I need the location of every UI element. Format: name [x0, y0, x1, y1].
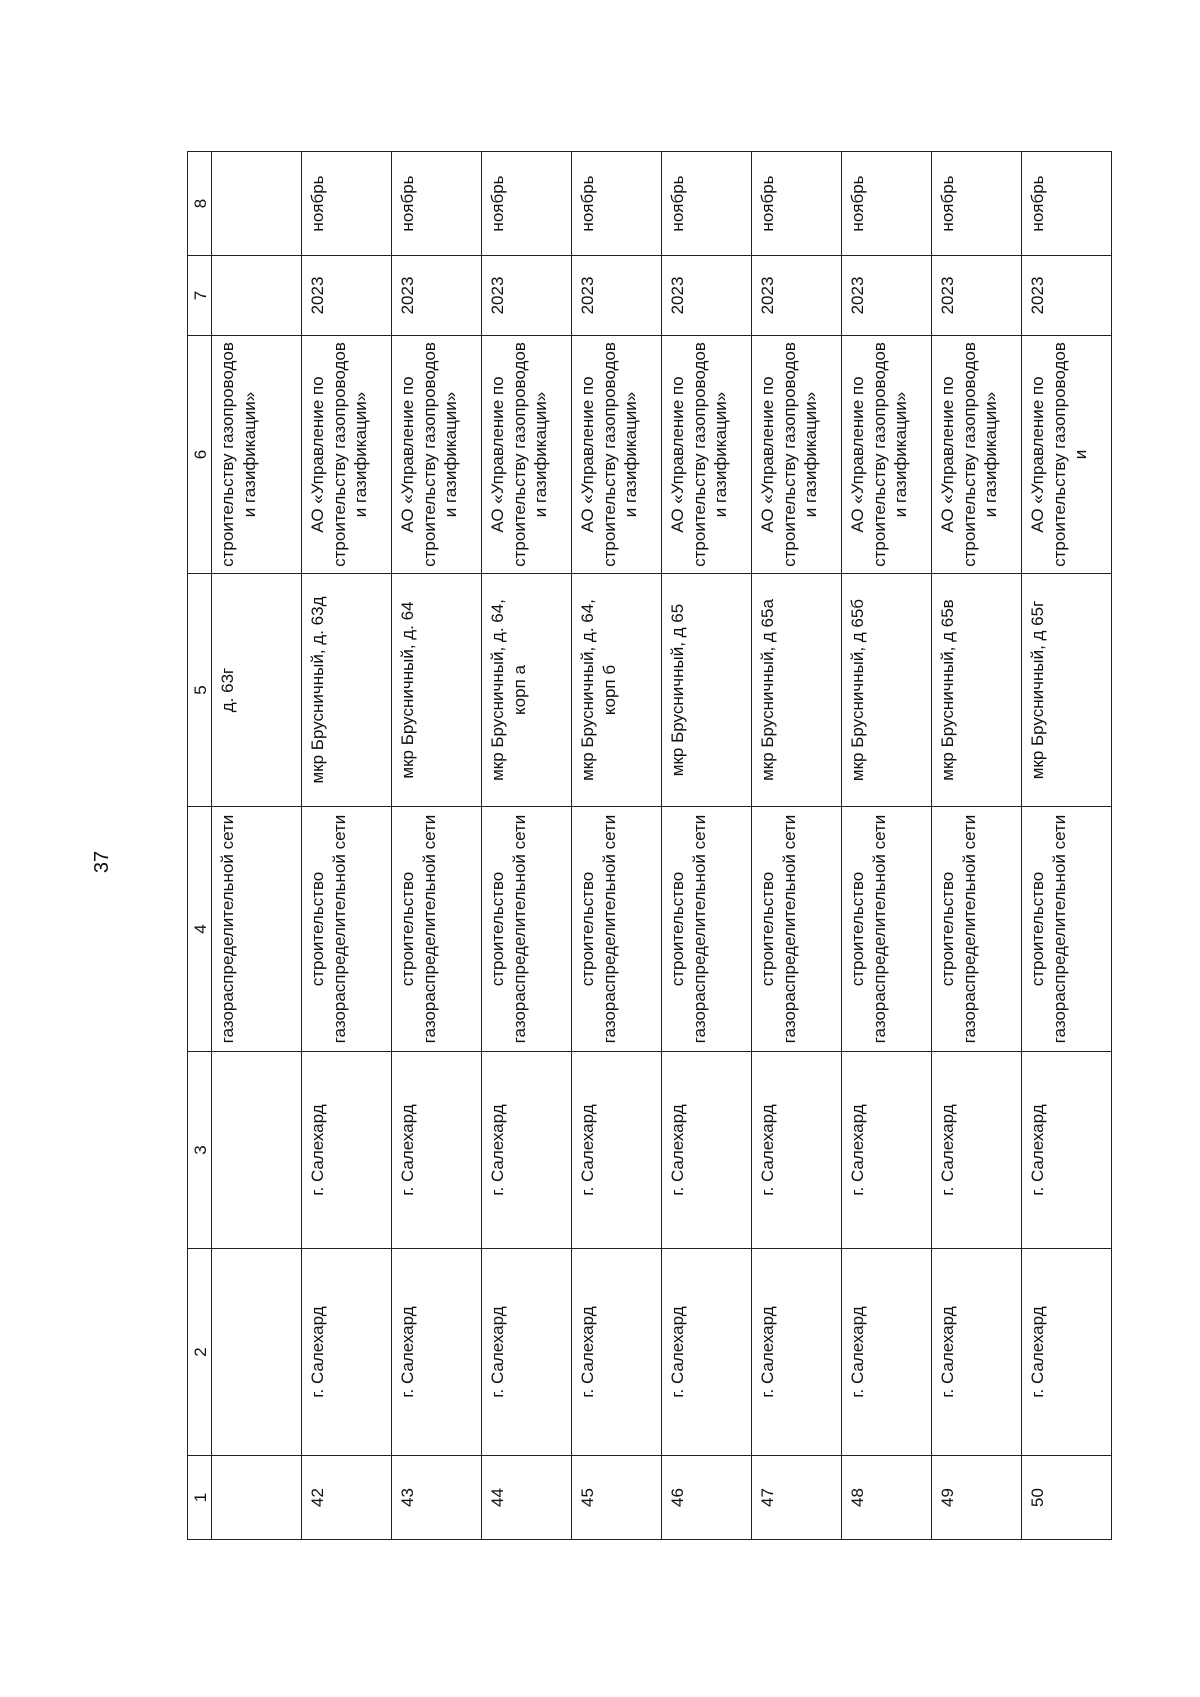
table-row	[1022, 152, 1112, 1540]
address-cell: мкр Брусничный, д. 64, корп б	[572, 574, 662, 807]
organization-cell: АО «Управление по строительству газопроводов и газификации»	[842, 336, 932, 574]
col-header: 6	[188, 336, 212, 574]
organization-cell: АО «Управление по строительству газопроводов и газификации»	[932, 336, 1022, 574]
settlement-cell: г. Салехард	[842, 1052, 932, 1249]
row-number-cell: 49	[932, 1456, 1022, 1540]
row-number-cell: 43	[392, 1456, 482, 1540]
table-row	[212, 152, 302, 1540]
col-header: 4	[188, 807, 212, 1052]
municipality-cell: г. Салехард	[572, 1249, 662, 1456]
object-table	[187, 151, 1112, 1540]
row-number-cell: 50	[1022, 1456, 1112, 1540]
organization-cell: АО «Управление по строительству газопроводов и газификации»	[392, 336, 482, 574]
page-number: 37	[91, 850, 113, 874]
settlement-cell: г. Салехард	[302, 1052, 392, 1249]
table-row	[932, 152, 1022, 1540]
month-cell: ноябрь	[1022, 152, 1112, 256]
year-cell: 2023	[752, 256, 842, 336]
table-row	[302, 152, 392, 1540]
work-type-cell: строительство газораспределительной сети	[752, 807, 842, 1052]
year-cell: 2023	[482, 256, 572, 336]
settlement-cell: г. Салехард	[482, 1052, 572, 1249]
year-cell: 2023	[842, 256, 932, 336]
table-row	[482, 152, 572, 1540]
year-cell: 2023	[932, 256, 1022, 336]
organization-cell: АО «Управление по строительству газопроводов и газификации»	[482, 336, 572, 574]
organization-cell: АО «Управление по строительству газопроводов и	[1022, 336, 1112, 574]
address-cell: д. 63г	[212, 574, 302, 807]
row-number-cell: 47	[752, 1456, 842, 1540]
settlement-cell: г. Салехард	[392, 1052, 482, 1249]
work-type-cell: строительство газораспределительной сети	[842, 807, 932, 1052]
municipality-cell: г. Салехард	[392, 1249, 482, 1456]
row-number-cell: 48	[842, 1456, 932, 1540]
municipality-cell: г. Салехард	[1022, 1249, 1112, 1456]
month-cell: ноябрь	[482, 152, 572, 256]
column-number-row	[188, 152, 212, 1540]
municipality-cell: г. Салехард	[482, 1249, 572, 1456]
month-cell: ноябрь	[392, 152, 482, 256]
month-cell	[212, 152, 302, 256]
year-cell: 2023	[392, 256, 482, 336]
municipality-cell: г. Салехард	[932, 1249, 1022, 1456]
address-cell: мкр Брусничный, д 65б	[842, 574, 932, 807]
municipality-cell: г. Салехард	[752, 1249, 842, 1456]
row-number-cell: 45	[572, 1456, 662, 1540]
work-type-cell: газораспределительной сети	[212, 807, 302, 1052]
settlement-cell: г. Салехард	[752, 1052, 842, 1249]
organization-cell: АО «Управление по строительству газопроводов и газификации»	[572, 336, 662, 574]
year-cell: 2023	[572, 256, 662, 336]
municipality-cell: г. Салехард	[662, 1249, 752, 1456]
municipality-cell: г. Салехард	[302, 1249, 392, 1456]
settlement-cell	[212, 1052, 302, 1249]
address-cell: мкр Брусничный, д. 64, корп а	[482, 574, 572, 807]
settlement-cell: г. Салехард	[1022, 1052, 1112, 1249]
address-cell: мкр Брусничный, д 65а	[752, 574, 842, 807]
organization-cell: АО «Управление по строительству газопроводов и газификации»	[752, 336, 842, 574]
month-cell: ноябрь	[302, 152, 392, 256]
work-type-cell: строительство газораспределительной сети	[662, 807, 752, 1052]
work-type-cell: строительство газораспределительной сети	[1022, 807, 1112, 1052]
settlement-cell: г. Салехард	[572, 1052, 662, 1249]
settlement-cell: г. Салехард	[662, 1052, 752, 1249]
month-cell: ноябрь	[842, 152, 932, 256]
rotated-table-wrapper	[187, 152, 1109, 1540]
row-number-cell: 42	[302, 1456, 392, 1540]
address-cell: мкр Брусничный, д 65г	[1022, 574, 1112, 807]
col-header: 8	[188, 152, 212, 256]
row-number-cell: 44	[482, 1456, 572, 1540]
table-row	[842, 152, 932, 1540]
address-cell: мкр Брусничный, д. 64	[392, 574, 482, 807]
col-header: 1	[188, 1456, 212, 1540]
work-type-cell: строительство газораспределительной сети	[482, 807, 572, 1052]
work-type-cell: строительство газораспределительной сети	[302, 807, 392, 1052]
month-cell: ноябрь	[752, 152, 842, 256]
address-cell: мкр Брусничный, д 65в	[932, 574, 1022, 807]
table-row	[392, 152, 482, 1540]
year-cell: 2023	[302, 256, 392, 336]
table-row	[752, 152, 842, 1540]
year-cell	[212, 256, 302, 336]
row-number-cell: 46	[662, 1456, 752, 1540]
municipality-cell	[212, 1249, 302, 1456]
col-header: 7	[188, 256, 212, 336]
organization-cell: АО «Управление по строительству газопроводов и газификации»	[302, 336, 392, 574]
work-type-cell: строительство газораспределительной сети	[392, 807, 482, 1052]
col-header: 2	[188, 1249, 212, 1456]
municipality-cell: г. Салехард	[842, 1249, 932, 1456]
address-cell: мкр Брусничный, д 65	[662, 574, 752, 807]
month-cell: ноябрь	[572, 152, 662, 256]
settlement-cell: г. Салехард	[932, 1052, 1022, 1249]
month-cell: ноябрь	[932, 152, 1022, 256]
organization-cell: АО «Управление по строительству газопроводов и газификации»	[662, 336, 752, 574]
row-number-cell	[212, 1456, 302, 1540]
year-cell: 2023	[662, 256, 752, 336]
address-cell: мкр Брусничный, д. 63д	[302, 574, 392, 807]
year-cell: 2023	[1022, 256, 1112, 336]
work-type-cell: строительство газораспределительной сети	[572, 807, 662, 1052]
col-header: 5	[188, 574, 212, 807]
organization-cell: строительству газопроводов и газификации»	[212, 336, 302, 574]
work-type-cell: строительство газораспределительной сети	[932, 807, 1022, 1052]
col-header: 3	[188, 1052, 212, 1249]
month-cell: ноябрь	[662, 152, 752, 256]
table-row	[572, 152, 662, 1540]
table-row	[662, 152, 752, 1540]
